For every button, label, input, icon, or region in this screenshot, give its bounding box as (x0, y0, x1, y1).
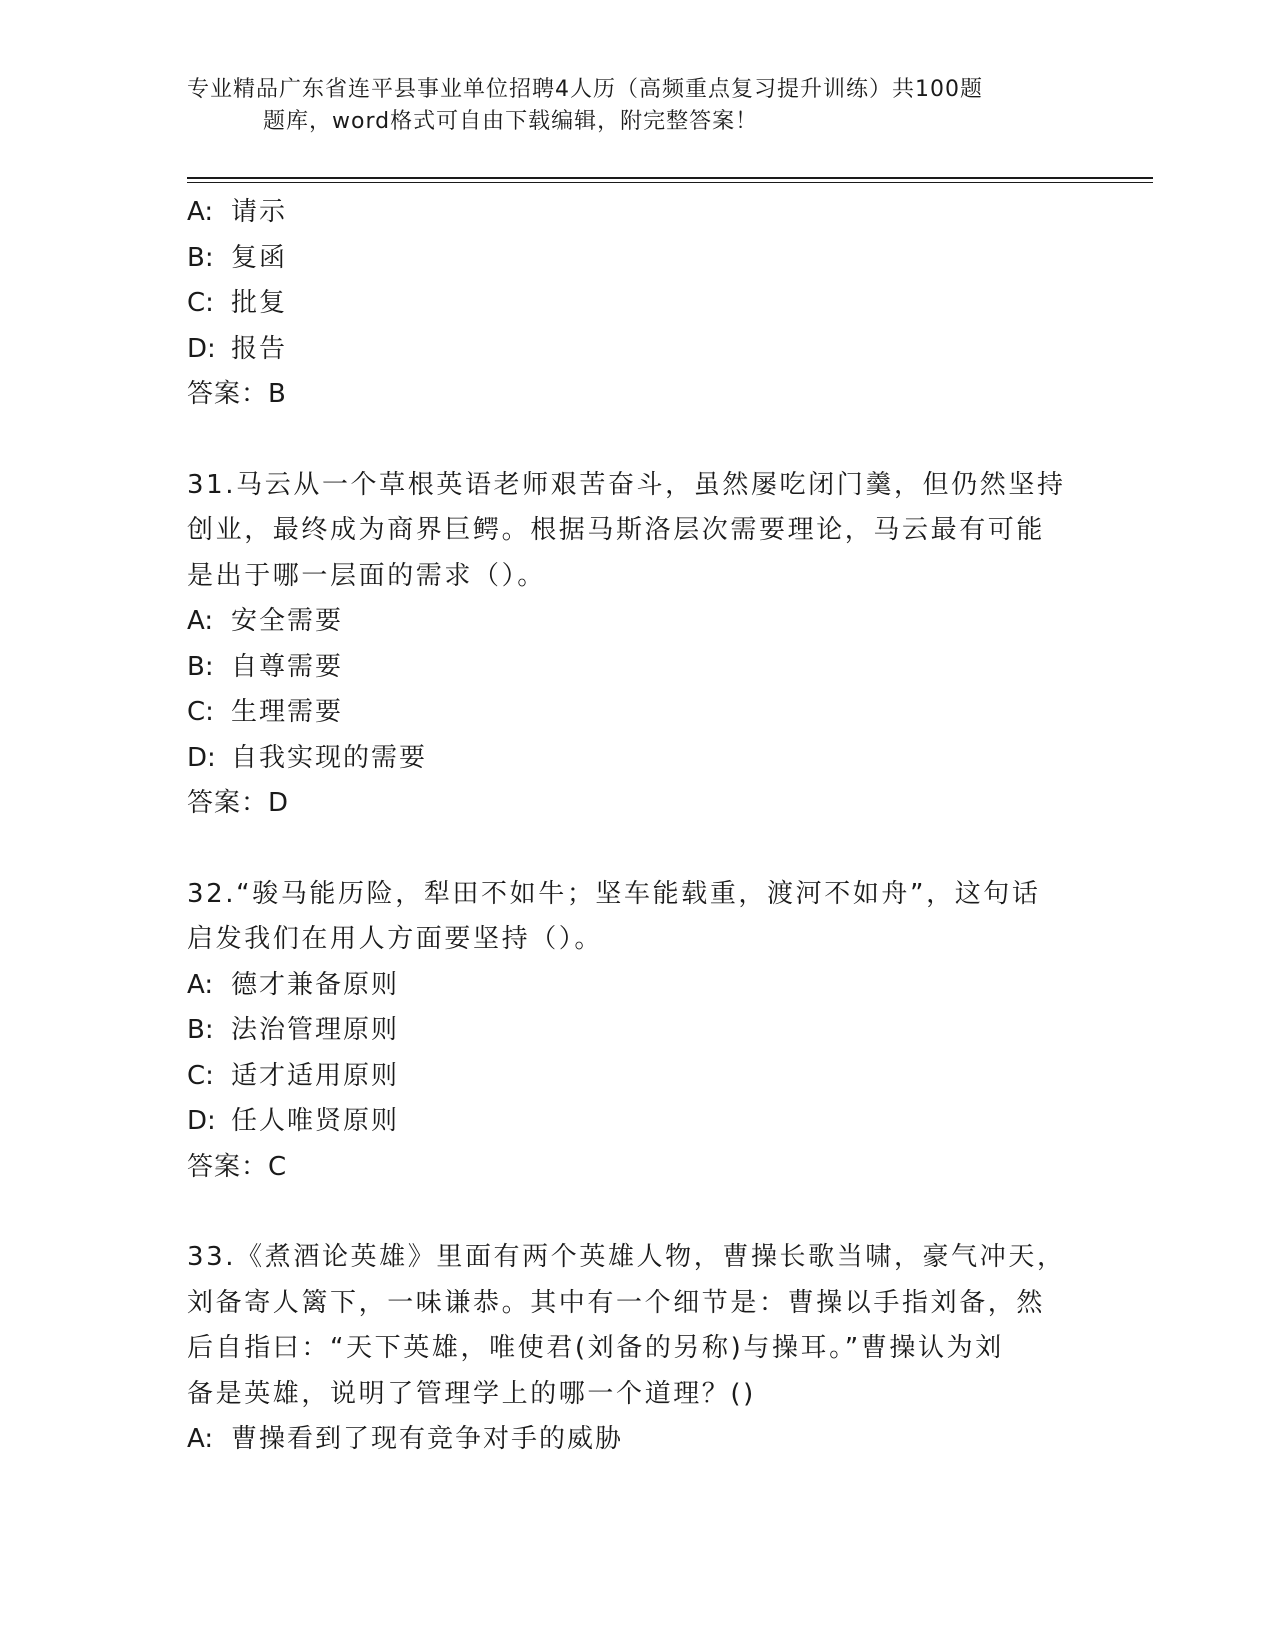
option-text: 任人唯贤原则 (231, 1106, 400, 1136)
option-d (187, 736, 1087, 782)
question-31 (187, 463, 1087, 827)
option-text: 复函 (231, 242, 288, 273)
option-letter: A: (187, 969, 214, 1000)
question-stem-line: 刘备寄人篱下，一味谦恭。其中有一个细节是：曹操以手指刘备，然 (187, 1287, 1046, 1318)
option-text: 生理需要 (231, 697, 344, 727)
question-stem-line: 33.《煮酒论英雄》里面有两个英雄人物，曹操长歌当啸，豪气冲天， (187, 1242, 1066, 1272)
option-text: 请示 (231, 197, 288, 227)
option-text: 安全需要 (231, 606, 344, 636)
document-header (187, 74, 1067, 138)
option-letter: C: (187, 1060, 214, 1091)
option-letter: C: (187, 697, 214, 727)
option-text: 批复 (231, 288, 288, 318)
option-c (187, 281, 1087, 327)
option-letter: B: (187, 242, 214, 273)
question-stem-line: 创业，最终成为商界巨鳄。根据马斯洛层次需要理论，马云最有可能 (187, 515, 1046, 545)
header-title-line-1: 专业精品广东省连平县事业单位招聘4人历（高频重点复习提升训练）共100题 (187, 77, 983, 102)
option-letter: A: (187, 197, 214, 227)
option-a (187, 190, 1087, 236)
option-text: 曹操看到了现有竞争对手的威胁 (231, 1424, 624, 1454)
option-b (187, 236, 1087, 282)
option-letter: A: (187, 1424, 214, 1454)
option-a (187, 1417, 1087, 1463)
option-b (187, 645, 1087, 691)
option-letter: B: (187, 1015, 214, 1045)
option-d (187, 1099, 1087, 1145)
option-a (187, 599, 1087, 645)
question-stem (187, 1235, 1087, 1417)
document-body (187, 190, 1087, 1463)
option-d (187, 327, 1087, 373)
answer-line: 答案：B (187, 379, 287, 409)
option-text: 法治管理原则 (231, 1015, 400, 1045)
option-letter: D: (187, 333, 216, 364)
answer-line: 答案：C (187, 1151, 288, 1182)
option-letter: D: (187, 742, 216, 773)
option-text: 自我实现的需要 (231, 742, 428, 773)
option-text: 适才适用原则 (231, 1060, 400, 1091)
question-30-continuation (187, 190, 1087, 418)
option-letter: D: (187, 1106, 216, 1136)
option-letter: C: (187, 288, 214, 318)
option-text: 自尊需要 (231, 651, 344, 682)
question-stem-line: 是出于哪一层面的需求（）。 (187, 560, 546, 591)
question-stem-line: 31.马云从一个草根英语老师艰苦奋斗，虽然屡吃闭门羹，但仍然坚持 (187, 469, 1066, 500)
answer-line: 答案：D (187, 788, 290, 818)
option-c (187, 690, 1087, 736)
question-32 (187, 872, 1087, 1191)
option-letter: B: (187, 651, 214, 682)
question-stem-line: 32.“骏马能历险，犁田不如牛；坚车能载重，渡河不如舟”，这句话 (187, 878, 1041, 909)
question-stem-line: 启发我们在用人方面要坚持（）。 (187, 924, 604, 954)
header-title-line-2: 题库，word格式可自由下载编辑，附完整答案！ (263, 109, 759, 134)
question-stem (187, 872, 1087, 963)
question-stem (187, 463, 1087, 600)
header-rule-thin (187, 182, 1153, 183)
question-stem-line: 后自指曰：“天下英雄，唯使君(刘备的另称)与操耳。”曹操认为刘 (187, 1333, 1004, 1363)
option-c (187, 1054, 1087, 1100)
option-b (187, 1008, 1087, 1054)
header-rule-thick (187, 177, 1153, 179)
option-letter: A: (187, 606, 214, 636)
question-33 (187, 1235, 1087, 1463)
option-text: 德才兼备原则 (231, 969, 400, 1000)
option-a (187, 963, 1087, 1009)
question-stem-line: 备是英雄，说明了管理学上的哪一个道理？() (187, 1378, 756, 1409)
option-text: 报告 (231, 333, 288, 364)
